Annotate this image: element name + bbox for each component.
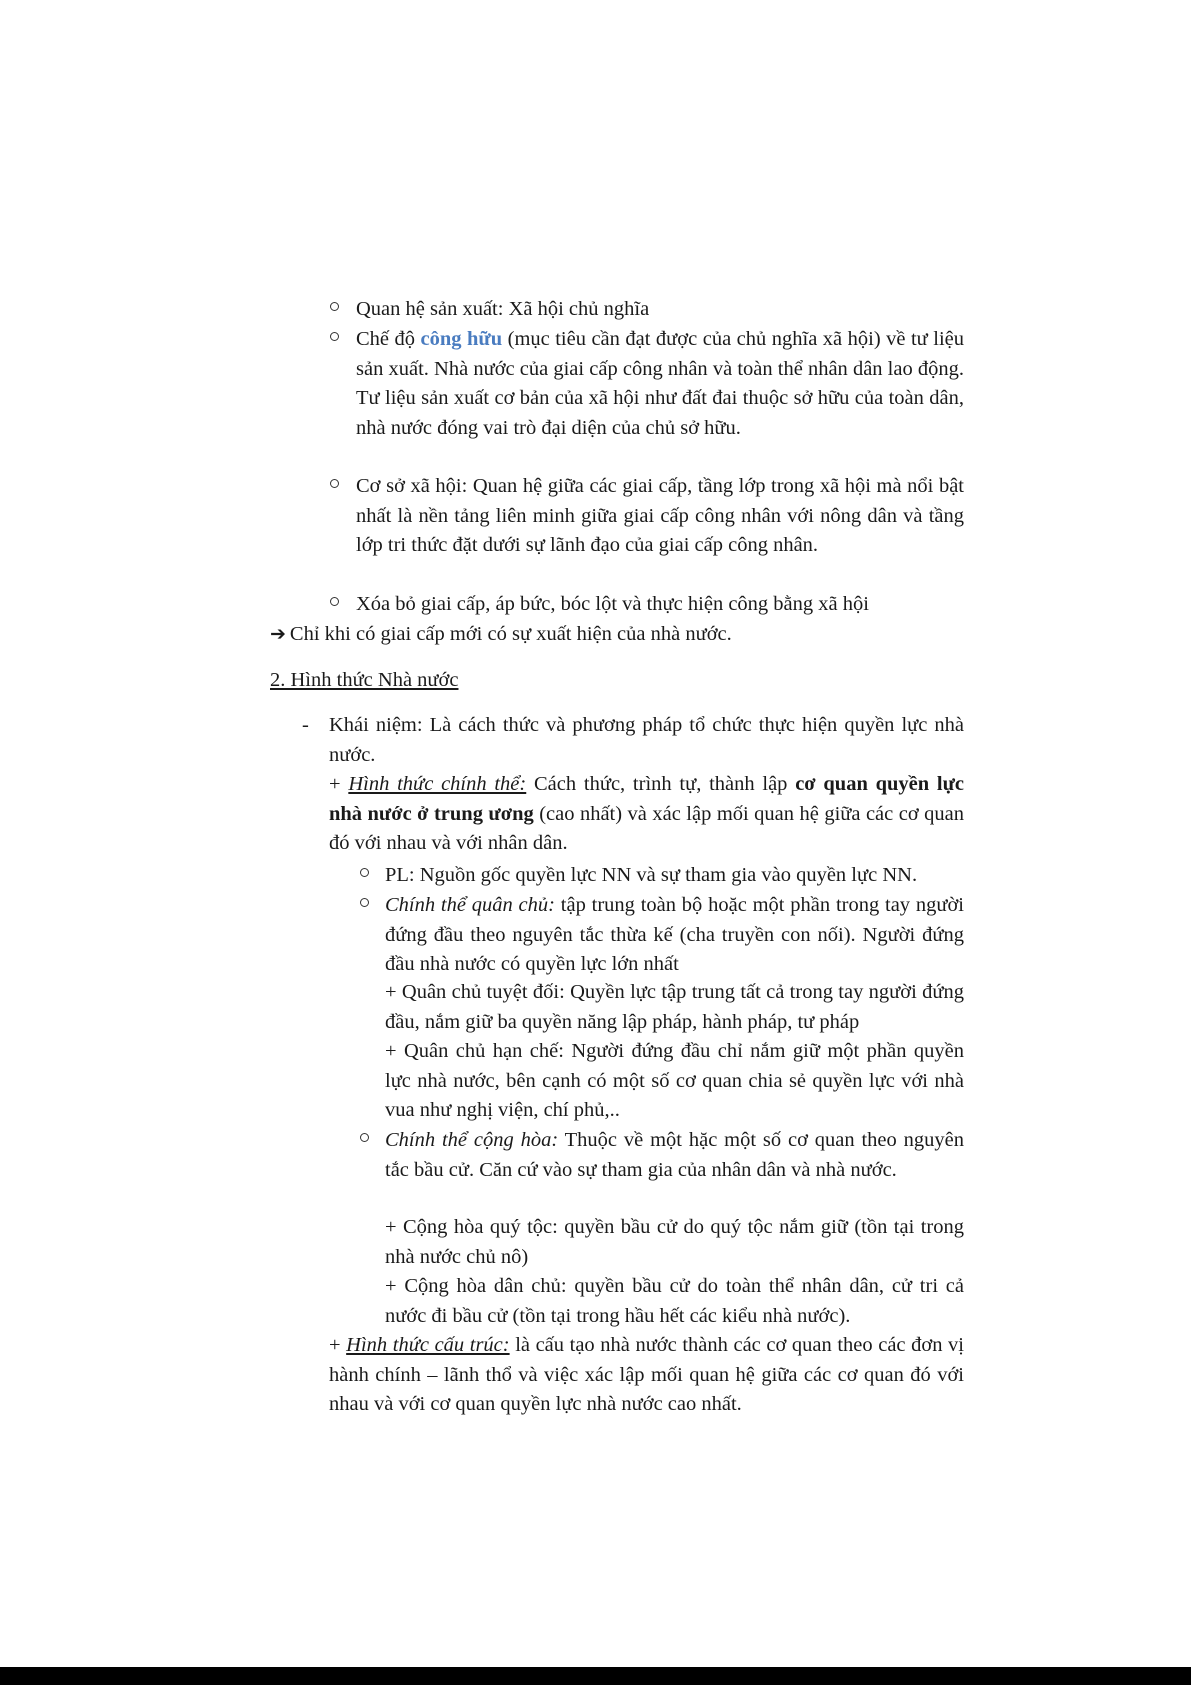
- sub-item: + Quân chủ tuyệt đối: Quyền lực tập trung tất cả trong tay người đứng đầu, nắm giữ ba quyền năng lập pháp, hành pháp, tư pháp: [385, 981, 964, 1033]
- form-government-label: Hình thức chính thể:: [348, 773, 527, 795]
- form-government-paragraph: [329, 770, 964, 859]
- bullet-circle-icon: [360, 868, 369, 877]
- arrow-right-icon: ➔: [270, 623, 286, 645]
- paragraph-text: Cách thức, trình tự, thành lập: [526, 773, 796, 795]
- form-structure-label: Hình thức cấu trúc:: [346, 1334, 510, 1356]
- plus-marker: +: [329, 1334, 347, 1356]
- form-structure-paragraph: [329, 1331, 964, 1420]
- paragraph-text: (cao nhất) và xác lập mối quan hệ giữa các cơ quan đó với nhau và với nhân dân.: [329, 802, 964, 854]
- list-item: Cơ sở xã hội: Quan hệ giữa các giai cấp, tầng lớp trong xã hội mà nổi bật nhất là nền tảng liên minh giữa giai cấp công nhân với nông dân và tầng lớp tri thức đặt dưới sự lãnh đạo của giai cấp công nhân.: [356, 475, 964, 556]
- list-item: Xóa bỏ giai cấp, áp bức, bóc lột và thực hiện công bằng xã hội: [356, 593, 869, 615]
- highlighted-term: công hữu: [420, 328, 503, 350]
- republic-label: Chính thể cộng hòa:: [385, 1129, 559, 1151]
- bold-term: cơ quan quyền lực nhà nước ở trung ương: [329, 773, 965, 825]
- paragraph-text: là cấu tạo nhà nước thành các cơ quan theo các đơn vị hành chính – lãnh thổ và việc xác lập mối quan hệ giữa các cơ quan đó với nhau và với cơ quan quyền lực nhà nước cao nhất.: [329, 1334, 964, 1415]
- list-item: Quan hệ sản xuất: Xã hội chủ nghĩa: [356, 298, 650, 320]
- conclusion-line: [270, 620, 970, 650]
- bullet-circle-icon: [360, 1133, 369, 1142]
- list-item-text: tập trung toàn bộ hoặc một phần trong tay người đứng đầu theo nguyên tắc thừa kế (cha truyền con nối). Người đứng đầu nhà nước có quyền lực lớn nhất: [385, 894, 965, 975]
- list-item: [356, 325, 964, 443]
- list-item-text: Thuộc về một hặc một số cơ quan theo nguyên tắc bầu cử. Căn cứ vào sự tham gia của nhân dân và nhà nước.: [385, 1129, 964, 1181]
- bullet-circle-icon: [330, 479, 339, 488]
- bullet-circle-icon: [330, 332, 339, 341]
- concept-paragraph: Khái niệm: Là cách thức và phương pháp tổ chức thực hiện quyền lực nhà nước.: [329, 714, 964, 766]
- plus-marker: +: [329, 773, 349, 795]
- sub-item: + Quân chủ hạn chế: Người đứng đầu chỉ nắm giữ một phần quyền lực nhà nước, bên cạnh có một số cơ quan chia sẻ quyền lực với nhà vua như nghị viện, chí phủ,..: [385, 1040, 964, 1121]
- list-item-text: (mục tiêu cần đạt được của chủ nghĩa xã hội) về tư liệu sản xuất. Nhà nước của giai cấp công nhân và toàn thể nhân dân lao động. Tư liệu sản xuất cơ bản của xã hội như đất đai thuộc sở hữu của toàn dân, nhà nước đóng vai trò đại diện của chủ sở hữu.: [356, 328, 965, 439]
- sub-item: + Cộng hòa quý tộc: quyền bầu cử do quý tộc nắm giữ (tồn tại trong nhà nước chủ nô): [385, 1216, 964, 1268]
- bullet-circle-icon: [360, 898, 369, 907]
- list-item-text: Chế độ: [356, 328, 421, 350]
- sub-item: + Cộng hòa dân chủ: quyền bầu cử do toàn thể nhân dân, cử tri cả nước đi bầu cử (tồn tại trong hầu hết các kiểu nhà nước).: [385, 1275, 964, 1327]
- list-item: [385, 891, 964, 980]
- bullet-circle-icon: [330, 302, 339, 311]
- section-heading: 2. Hình thức Nhà nước: [270, 669, 459, 691]
- dash-marker: -: [302, 714, 309, 736]
- list-item: PL: Nguồn gốc quyền lực NN và sự tham gia vào quyền lực NN.: [385, 864, 918, 886]
- bottom-bar: [0, 1667, 1191, 1685]
- list-item: [385, 1126, 964, 1185]
- bullet-circle-icon: [330, 597, 339, 606]
- conclusion-text: Chỉ khi có giai cấp mới có sự xuất hiện của nhà nước.: [289, 623, 732, 645]
- monarchy-label: Chính thể quân chủ:: [385, 894, 555, 916]
